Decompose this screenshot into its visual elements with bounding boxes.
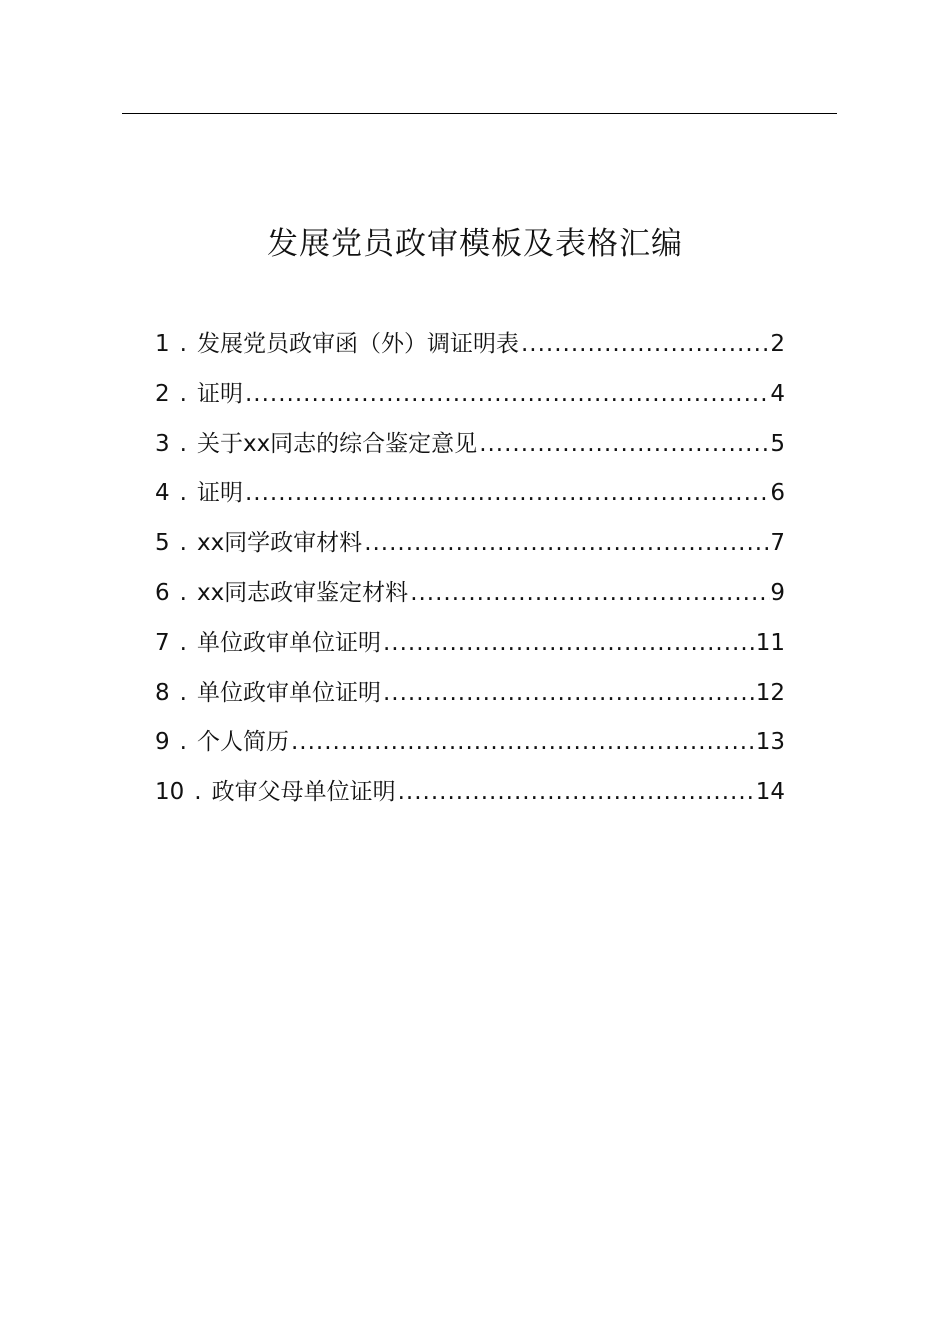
toc-entry-title: 政审父母单位证明 bbox=[211, 779, 396, 806]
toc-entry-title: 单位政审单位证明 bbox=[196, 629, 381, 656]
document-title: 发展党员政审模板及表格汇编 bbox=[267, 226, 683, 262]
toc-dot-leader bbox=[381, 619, 756, 669]
toc-entry[interactable] bbox=[155, 619, 785, 669]
toc-entry-title: 证明 bbox=[196, 380, 243, 407]
toc-entry-separator: . bbox=[179, 579, 187, 606]
toc-entry-separator: . bbox=[179, 629, 187, 656]
toc-dot-leader bbox=[396, 768, 756, 818]
toc-dot-leader bbox=[408, 569, 770, 619]
toc-entry-number: 9 bbox=[155, 729, 170, 756]
toc-entry-title: 个人简历 bbox=[196, 729, 289, 756]
toc-entry-number: 3 bbox=[155, 430, 170, 457]
toc-dot-leader bbox=[243, 370, 770, 420]
toc-entry-separator: . bbox=[179, 430, 187, 457]
toc-entry-title: 关于xx同志的综合鉴定意见 bbox=[196, 430, 478, 457]
toc-entry-number: 2 bbox=[155, 380, 170, 407]
toc-dot-leader bbox=[381, 669, 756, 719]
toc-entry-page: 5 bbox=[770, 430, 785, 457]
toc-entry-separator: . bbox=[179, 331, 187, 357]
toc-entry-title: xx同志政审鉴定材料 bbox=[196, 579, 409, 606]
toc-entry[interactable] bbox=[155, 669, 785, 719]
toc-entry[interactable] bbox=[155, 768, 785, 818]
toc-dot-leader bbox=[362, 519, 770, 569]
toc-entry[interactable] bbox=[155, 370, 785, 420]
toc-dot-leader bbox=[519, 320, 770, 370]
toc-entry-title: 证明 bbox=[196, 480, 243, 507]
toc-entry-page: 7 bbox=[770, 530, 785, 557]
table-of-contents bbox=[155, 320, 785, 818]
toc-entry-title: 发展党员政审函（外）调证明表 bbox=[196, 331, 519, 357]
toc-entry-number: 5 bbox=[155, 530, 170, 557]
toc-entry-number: 4 bbox=[155, 480, 170, 507]
toc-entry-separator: . bbox=[179, 480, 187, 507]
toc-entry-page: 9 bbox=[770, 579, 785, 606]
toc-entry-title: 单位政审单位证明 bbox=[196, 679, 381, 706]
toc-entry-number: 6 bbox=[155, 579, 170, 606]
toc-entry-number: 8 bbox=[155, 679, 170, 706]
toc-entry-title: xx同学政审材料 bbox=[196, 530, 363, 557]
toc-entry-separator: . bbox=[179, 380, 187, 407]
toc-entry-separator: . bbox=[179, 679, 187, 706]
toc-entry-page: 14 bbox=[755, 779, 785, 806]
toc-entry[interactable] bbox=[155, 469, 785, 519]
toc-dot-leader bbox=[243, 469, 770, 519]
toc-entry-number: 1 bbox=[155, 331, 170, 357]
toc-dot-leader bbox=[477, 420, 770, 470]
toc-entry-page: 11 bbox=[755, 629, 785, 656]
toc-entry-page: 4 bbox=[770, 380, 785, 407]
toc-entry[interactable] bbox=[155, 718, 785, 768]
toc-entry-number: 10 bbox=[155, 779, 185, 806]
toc-entry[interactable] bbox=[155, 320, 785, 370]
toc-entry-page: 2 bbox=[770, 331, 785, 357]
toc-entry-page: 6 bbox=[770, 480, 785, 507]
toc-entry-page: 12 bbox=[755, 679, 785, 706]
toc-dot-leader bbox=[289, 718, 756, 768]
header-rule bbox=[122, 113, 837, 114]
toc-entry-separator: . bbox=[194, 779, 202, 806]
toc-entry[interactable] bbox=[155, 420, 785, 470]
toc-entry-page: 13 bbox=[755, 729, 785, 756]
toc-entry-separator: . bbox=[179, 729, 187, 756]
toc-entry-number: 7 bbox=[155, 629, 170, 656]
toc-entry-separator: . bbox=[179, 530, 187, 557]
toc-entry[interactable] bbox=[155, 519, 785, 569]
toc-entry[interactable] bbox=[155, 569, 785, 619]
